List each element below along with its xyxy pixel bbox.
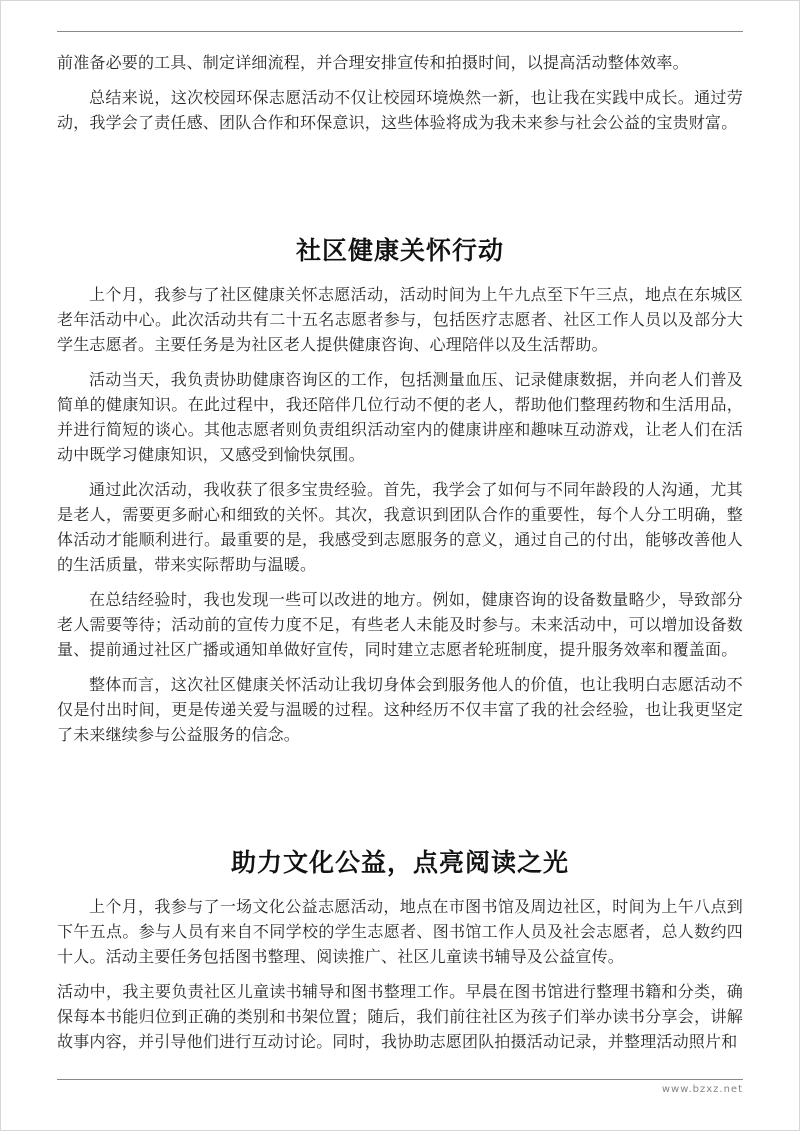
paragraph: 活动当天，我负责协助健康咨询区的工作，包括测量血压、记录健康数据，并向老人们普及简单的健康知识。在此过程中，我还陪伴几位行动不便的老人，帮助他们整理药物和生活用品，并进行简短的谈心。其他志愿者则负责组织活动室内的健康讲座和趣味互动游戏，让老人们在活动中既学习健康知识，又感受到愉快氛围。 xyxy=(57,372,743,464)
footer-url: www.bzxz.net xyxy=(661,1084,743,1095)
top-rule xyxy=(57,31,743,32)
section-title-culture-reading: 助力文化公益，点亮阅读之光 xyxy=(230,850,569,877)
paragraph: 整体而言，这次社区健康关怀活动让我切身体会到服务他人的价值，也让我明白志愿活动不仅是付出时间，更是传递关爱与温暖的过程。这种经历不仅丰富了我的社会经验，也让我更坚定了未来继续参与公益服务的信念。 xyxy=(57,677,743,744)
paragraph-intro-summary: 总结来说，这次校园环保志愿活动不仅让校园环境焕然一新，也让我在实践中成长。通过劳动，我学会了责任感、团队合作和环保意识，这些体验将成为我未来参与社会公益的宝贵财富。 xyxy=(57,90,743,132)
paragraph: 通过此次活动，我收获了很多宝贵经验。首先，我学会了如何与不同年龄段的人沟通，尤其是老人，需要更多耐心和细致的关怀。其次，我意识到团队合作的重要性，每个人分工明确，整体活动才能顺利进行。最重要的是，我感受到志愿服务的意义，通过自己的付出，能够改善他人的生活质量，带来实际帮助与温暖。 xyxy=(57,482,743,574)
section-title-community-health: 社区健康关怀行动 xyxy=(295,238,504,265)
paragraph: 上个月，我参与了社区健康关怀志愿活动，活动时间为上午九点至下午三点，地点在东城区老年活动中心。此次活动共有二十五名志愿者参与，包括医疗志愿者、社区工作人员以及部分大学生志愿者。主要任务是为社区老人提供健康咨询、心理陪伴以及生活帮助。 xyxy=(57,287,743,354)
document-content xyxy=(1,31,799,1055)
paragraph: 活动中，我主要负责社区儿童读书辅导和图书整理工作。早晨在图书馆进行整理书籍和分类，确保每本书能归位到正确的类别和书架位置；随后，我们前往社区为孩子们举办读书分享会，讲解故事内容，并引导他们进行互动讨论。同时，我协助志愿团队拍摄活动记录，并整理活动照片和 xyxy=(57,984,743,1051)
paragraph-continuation: 前准备必要的工具、制定详细流程，并合理安排宣传和拍摄时间，以提高活动整体效率。 xyxy=(57,55,689,72)
page-footer xyxy=(57,1079,743,1095)
paragraph: 在总结经验时，我也发现一些可以改进的地方。例如，健康咨询的设备数量略少，导致部分老人需要等待；活动前的宣传力度不足，有些老人未能及时参与。未来活动中，可以增加设备数量、提前通过社区广播或通知单做好宣传，同时建立志愿者轮班制度，提升服务效率和覆盖面。 xyxy=(57,592,743,659)
paragraph: 上个月，我参与了一场文化公益志愿活动，地点在市图书馆及周边社区，时间为上午八点到下午五点。参与人员有来自不同学校的学生志愿者、图书馆工作人员及社会志愿者，总人数约四十人。活动主要任务包括图书整理、阅读推广、社区儿童读书辅导及公益宣传。 xyxy=(57,899,743,966)
